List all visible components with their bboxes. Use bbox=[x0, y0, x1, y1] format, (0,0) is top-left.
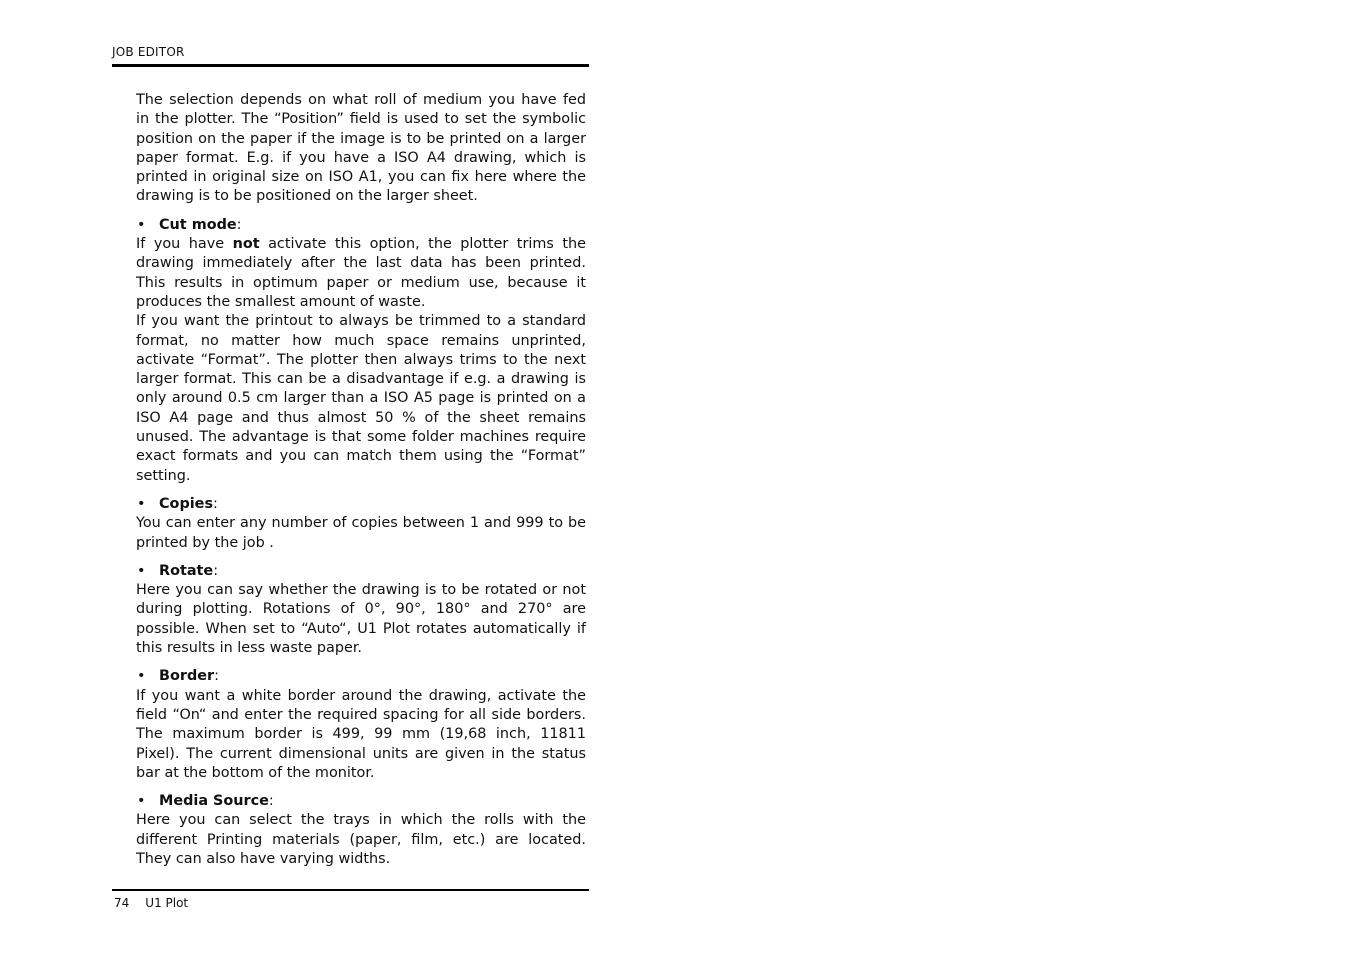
media-source-paragraph: Here you can select the trays in which the rolls with the different Printing materials (paper, film, etc.) are located. They can also have varying widths. bbox=[136, 812, 586, 867]
section-heading bbox=[136, 667, 586, 686]
border-paragraph: If you want a white border around the drawing, activate the field “On“ and enter the required spacing for all side borders. The maximum border is 499, 99 mm (19,68 inch, 11811 Pixel). The current dimensional units are given in the status bar at the bottom of the monitor. bbox=[136, 687, 586, 781]
bullet-icon: • bbox=[137, 495, 146, 512]
term-colon: : bbox=[268, 793, 274, 810]
cut-mode-emphasis-not: not bbox=[232, 236, 260, 253]
page-header bbox=[112, 44, 589, 67]
bullet-icon: • bbox=[137, 668, 146, 685]
section-border bbox=[136, 667, 586, 783]
term-rotate: Rotate bbox=[159, 562, 214, 579]
section-heading bbox=[136, 495, 586, 514]
running-header-title: JOB EDITOR bbox=[112, 45, 185, 59]
section-media-source bbox=[136, 792, 586, 869]
section-copies bbox=[136, 495, 586, 553]
page-number: 74 bbox=[114, 896, 130, 910]
section-heading bbox=[136, 792, 586, 811]
page-footer bbox=[112, 889, 589, 910]
term-colon: : bbox=[214, 668, 219, 685]
term-cut-mode: Cut mode bbox=[159, 216, 237, 233]
bullet-icon: • bbox=[137, 793, 146, 810]
bullet-icon: • bbox=[137, 562, 146, 579]
cut-mode-paragraph-1 bbox=[136, 235, 586, 312]
copies-paragraph: You can enter any number of copies between 1 and 999 to be printed by the job . bbox=[136, 515, 586, 551]
cut-mode-text-before: If you have bbox=[136, 236, 233, 253]
term-copies: Copies bbox=[159, 495, 214, 512]
term-colon: : bbox=[213, 495, 218, 512]
term-colon: : bbox=[236, 216, 242, 233]
cut-mode-text-after: activate this option, the plotter trims the drawing immediately after the last data has been printed. This results in optimum paper or medium use, because it produces the smallest amount of waste. bbox=[136, 236, 586, 310]
term-colon: : bbox=[213, 562, 219, 579]
rotate-paragraph: Here you can say whether the drawing is to be rotated or not during plotting. Rotations of 0°, 90°, 180° and 270° are possible. When set to “Auto“, U1 Plot rotates automatically if this results in less waste paper. bbox=[136, 582, 586, 657]
bullet-icon: • bbox=[137, 216, 146, 233]
intro-paragraph: The selection depends on what roll of medium you have fed in the plotter. The “Position” field is used to set the symbolic position on the paper if the image is to be printed on a larger paper format. E.g. if you have a ISO A4 drawing, which is printed in original size on ISO A1, you can fix here where the drawing is to be positioned on the larger sheet. bbox=[136, 92, 586, 205]
section-rotate bbox=[136, 562, 586, 658]
term-border: Border bbox=[159, 668, 215, 685]
cut-mode-paragraph-2: If you want the printout to always be trimmed to a standard format, no matter how much space remains unprinted, activate “Format”. The plotter then always trims to the next larger format. This can be a disadvantage if e.g. a drawing is only around 0.5 cm larger than a ISO A5 page is printed on a ISO A4 page and thus almost 50 % of the sheet remains unused. The advantage is that some folder machines require exact formats and you can match them using the “Format” setting. bbox=[136, 313, 586, 484]
section-cut-mode bbox=[136, 216, 586, 486]
section-heading bbox=[136, 562, 586, 581]
page-content bbox=[136, 91, 586, 878]
term-media-source: Media Source bbox=[159, 793, 269, 810]
footer-product-name: U1 Plot bbox=[145, 896, 189, 910]
section-heading bbox=[136, 216, 586, 235]
